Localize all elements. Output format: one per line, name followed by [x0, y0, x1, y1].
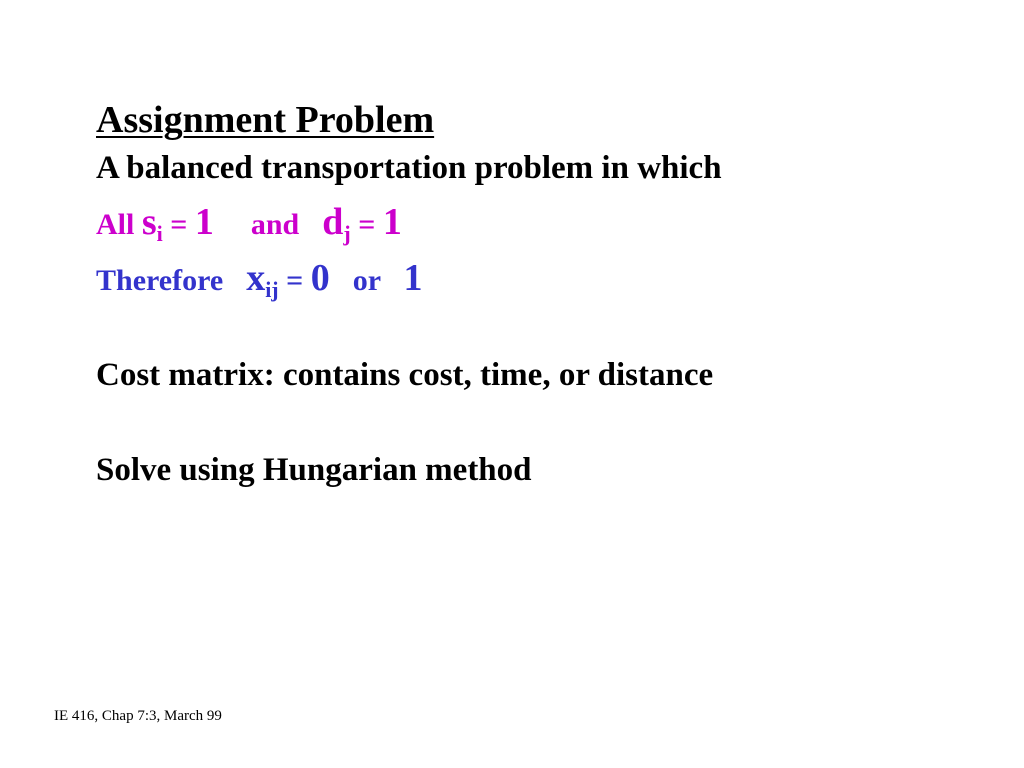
slide-footer: IE 416, Chap 7:3, March 99	[54, 708, 222, 724]
supply-conj: and	[250, 208, 300, 241]
supply-var-sub: i	[156, 221, 163, 246]
supply-demand-line	[96, 200, 402, 244]
x-lead: Therefore	[96, 264, 224, 297]
x-var: x	[246, 257, 266, 299]
decision-variable-line	[96, 256, 423, 300]
slide-subtitle: A balanced transportation problem in which	[96, 150, 722, 186]
supply-equals: =	[170, 208, 188, 241]
x-var-sub: ij	[265, 277, 279, 302]
supply-var: s	[141, 201, 157, 243]
demand-var-sub: j	[343, 221, 351, 246]
demand-equals: =	[358, 208, 376, 241]
x-conj: or	[352, 264, 381, 297]
demand-value: 1	[382, 201, 402, 243]
cost-matrix-text: Cost matrix: contains cost, time, or distance	[96, 357, 714, 393]
solve-method-text: Solve using Hungarian method	[96, 452, 532, 488]
x-equals: =	[286, 264, 304, 297]
demand-var: d	[322, 201, 344, 243]
x-value: 0	[310, 257, 330, 299]
supply-value: 1	[194, 201, 214, 243]
x-value2: 1	[403, 257, 423, 299]
slide-title: Assignment Problem	[96, 99, 435, 141]
supply-lead: All	[96, 208, 135, 241]
